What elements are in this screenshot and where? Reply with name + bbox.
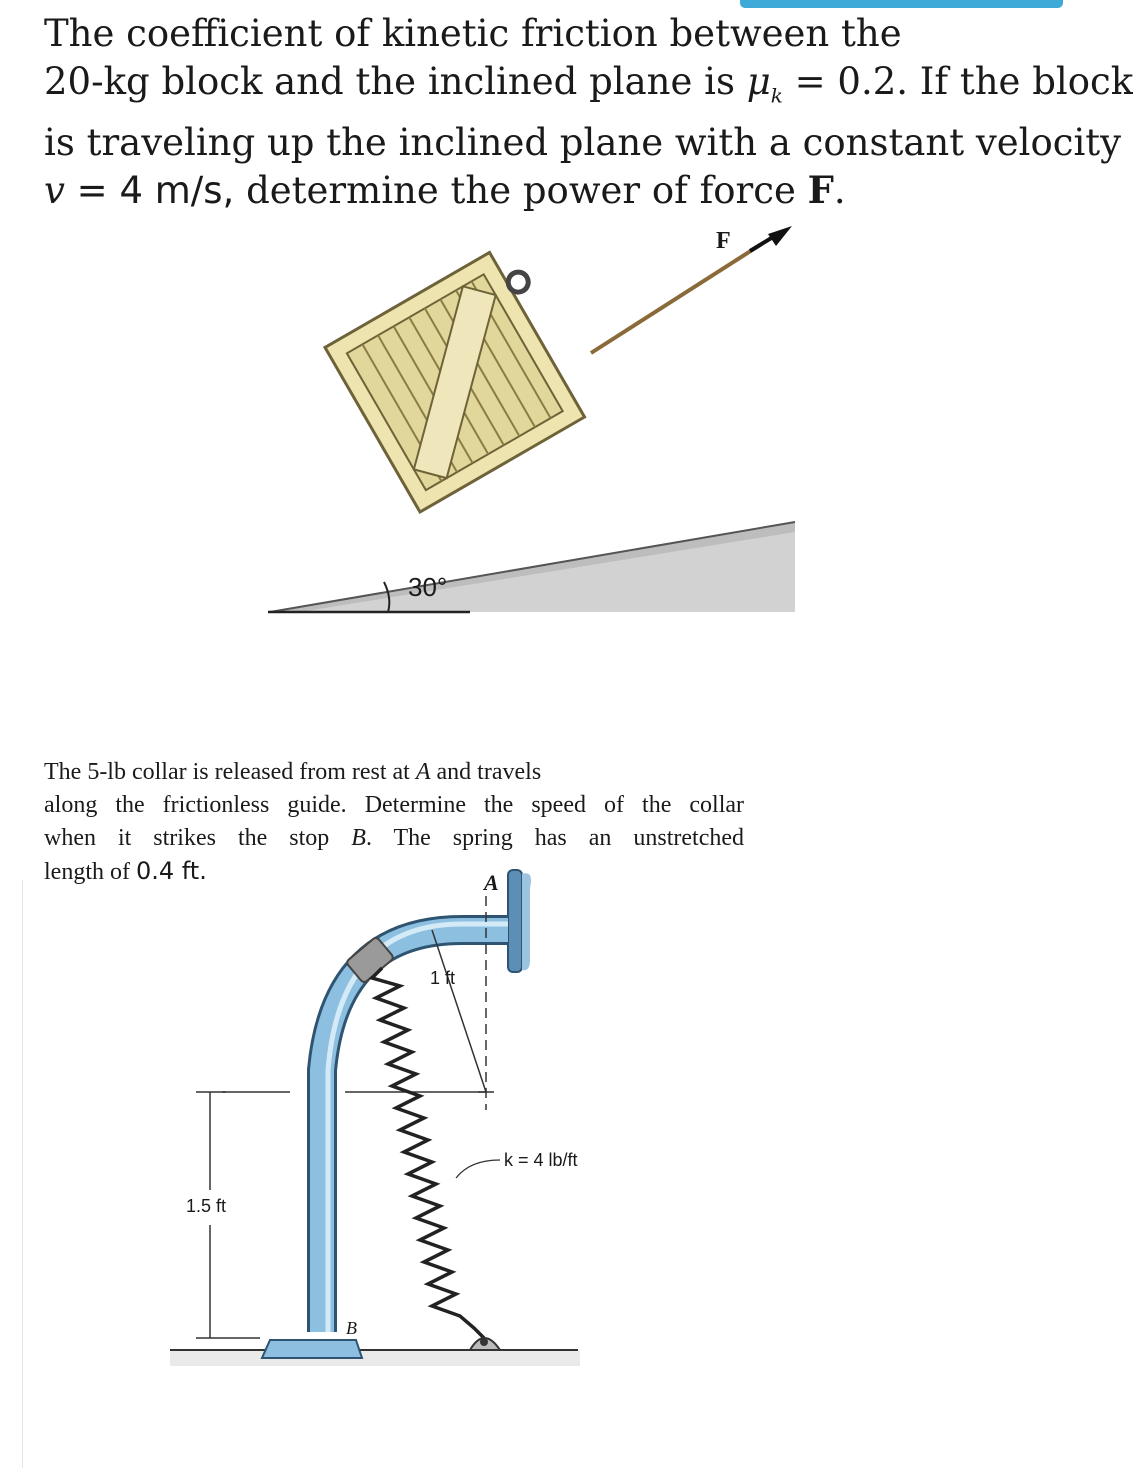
- problem-1-line-1: The coefficient of kinetic friction between the: [44, 12, 902, 55]
- top-accent-bar: [740, 0, 1063, 8]
- figure-2-collar-and-spring: [0, 860, 1080, 1420]
- problem-2-line-3-pre: when it strikes the stop: [44, 825, 330, 851]
- force-label: F: [716, 228, 731, 254]
- v-equals: =: [76, 168, 108, 212]
- period: .: [833, 168, 846, 212]
- wall-plate-edge: [522, 873, 531, 970]
- problem-1-line-2-post: = 0.2. If the block: [794, 59, 1133, 103]
- ground-shadow: [170, 1350, 580, 1366]
- force-arrow-head: [768, 226, 792, 246]
- problem-2-line-3: [44, 822, 744, 855]
- crate: [325, 242, 602, 512]
- stop-base-b: [262, 1340, 362, 1358]
- figure-1-crate-on-incline: [0, 210, 1080, 630]
- label-a: A: [484, 870, 499, 895]
- wall-plate: [508, 870, 522, 972]
- mu-symbol: μ: [746, 59, 771, 103]
- k-leader-line: [456, 1160, 500, 1178]
- problem-1-line-2: [44, 58, 1133, 120]
- spring-anchor-pin: [480, 1338, 488, 1346]
- point-a-ref: A: [415, 759, 431, 785]
- problem-2-line-2: along the frictionless guide. Determine the speed of the collar: [44, 792, 744, 818]
- problem-2-line-1: [44, 756, 744, 789]
- problem-2-line-4-value: 0.4 ft.: [135, 857, 207, 885]
- problem-2-line-4-pre: length of: [44, 859, 130, 885]
- problem-2-line-1-pre: The 5-lb collar is released from rest at: [44, 759, 410, 785]
- problem-1-line-4: [44, 167, 1034, 215]
- label-b: B: [346, 1318, 357, 1338]
- problem-1-line-4-text: determine the power of force: [246, 168, 796, 212]
- mu-subscript: k: [770, 82, 783, 107]
- rope: [591, 245, 760, 353]
- force-symbol: F: [807, 167, 834, 212]
- problem-2-line-1-post: and travels: [436, 759, 542, 785]
- problem-1-text: [44, 10, 1133, 214]
- problem-1-line-3: is traveling up the inclined plane with a constant velocity: [44, 121, 1122, 165]
- reference-radius-line: [432, 930, 486, 1092]
- label-1ft: 1 ft: [430, 968, 456, 988]
- spring-coil: [372, 968, 484, 1338]
- angle-label: 30°: [408, 572, 448, 602]
- v-value: 4 m/s,: [119, 168, 235, 212]
- problem-2-line-3-post: . The spring has an unstretched: [365, 825, 745, 851]
- problem-1-line-2-pre: 20-kg block and the inclined plane is: [44, 59, 735, 103]
- label-k: k = 4 lb/ft: [504, 1150, 578, 1170]
- label-1-5ft: 1.5 ft: [186, 1196, 227, 1216]
- point-b-ref: B: [351, 825, 366, 851]
- v-symbol: v: [44, 168, 65, 212]
